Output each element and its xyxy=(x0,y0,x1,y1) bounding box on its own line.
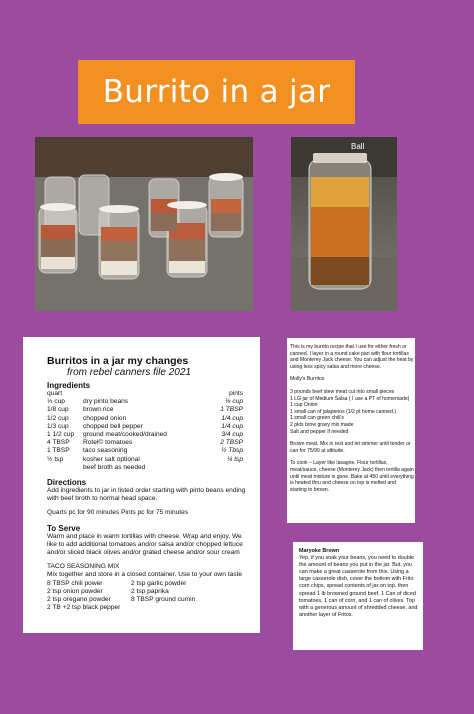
title-banner xyxy=(78,60,355,124)
directions-heading: Directions xyxy=(47,478,87,488)
comment-text: Yep, if you soak your beans, you need to double the amount of beans you put in the jar. But, you can make a great casserole from this. Using a large casserole dish, cover the bottom with Frito corn chips, spread contents of jar on top, then spread 1 lb browned ground beef, 1 Can of diced tomatoes, 1 can of corn, and 1 can of olives. Top with a generous amount of shredded cheese, and another layer of Fritos. xyxy=(299,555,418,618)
note1-method: Brown meat. Mix in rest and let simmer until tender or can for 75/90 at altitude. xyxy=(290,441,411,454)
ingredient-row: ½ tsp kosher salt optional ¼ tsp xyxy=(47,455,243,463)
maryoke-comment-card xyxy=(293,542,423,650)
spice-row: 2 TB +2 tsp black pepper xyxy=(47,604,121,612)
note1-intro: This is my burrito recipe that I use for either fresh or canned. I layer in a round cake pan with flour tortillas and Monterey Jack cheese. You can adjust the heat by using less spicy salsa and more cheese. xyxy=(290,344,414,370)
spice-list xyxy=(47,580,247,613)
spice-row: 8 TBSP chili power 2 tsp garlic powder xyxy=(47,579,187,587)
taco-seasoning-text: Mix together and store in a closed container. Use to your own taste xyxy=(47,571,242,579)
ingredients-header-row xyxy=(47,390,247,398)
note1-to-cook: To cook – Layer like lasagne. Flour tortillas, meat/sauce, cheese (Monterey Jack) then tortilla again until meat mixture is gone. Bake at 450 until everything is heated thru and cheese on top is melted and starting to brown. xyxy=(290,460,414,493)
comment-author: Maryoke Brown xyxy=(299,548,340,554)
note1-item: 1 cup Onion xyxy=(290,402,318,409)
jar-brand-label: Ball xyxy=(351,142,365,151)
note1-heading: Molly's Burritos xyxy=(290,376,325,383)
ingredient-row: 4 TBSP Rotel© tomatoes 2 TBSP xyxy=(47,439,243,447)
ingredient-row: 1/8 cup brown rice 1 TBSP xyxy=(47,406,243,414)
directions-text: Add ingredients to jar in listed order starting with pinto beans ending with beef broth to normal head space. xyxy=(47,487,246,503)
jars-illustration xyxy=(35,137,253,311)
jars-photo xyxy=(35,137,253,311)
single-jar-illustration xyxy=(291,137,397,311)
mollys-burritos-card xyxy=(287,338,415,523)
ingredients-heading: Ingredients xyxy=(47,381,91,390)
recipe-subtitle: from rebel canners file 2021 xyxy=(67,367,191,378)
ingredients-list xyxy=(47,398,247,472)
page-title: Burrito in a jar xyxy=(102,74,331,110)
note1-item: 1 LG jar of Medium Salsa ( I use a PT of homemade) xyxy=(290,395,410,402)
processing-times: Quarts pc for 90 minutes Pints pc for 75 minutes xyxy=(47,509,189,517)
note1-item: 3 pounds beef stew meat cut into small pieces xyxy=(290,388,395,395)
note1-item: 1 small can of jalapenos (1/2 pt home canned.) xyxy=(290,408,396,415)
spice-row: 2 tsp oregano powder 8 TBSP ground cumin xyxy=(47,596,196,604)
ingredient-row: ⅓ cup dry pinto beans ⅛ cup xyxy=(47,398,243,406)
ingredient-row: beef broth as needed xyxy=(83,463,146,471)
single-jar-photo xyxy=(291,137,397,311)
col-quart: quart xyxy=(47,390,63,397)
to-serve-heading: To Serve xyxy=(47,523,81,533)
recipe-title: Burritos in a jar my changes xyxy=(47,355,189,367)
col-pints: pints xyxy=(229,390,243,397)
ingredient-row: 1/3 cup chopped bell pepper 1/4 cup xyxy=(47,422,243,430)
ingredient-row: 1 TBSP taco seasoning ½ Tbsp xyxy=(47,447,243,455)
note1-item: 2 pkts brow gravy mix made xyxy=(290,421,354,428)
to-serve-text: Warm and place in warm tortillas with cheese. Wrap and enjoy. We like to add additional tomatoes and/or salsa and/or chopped lettuce and/or sliced black olives and/or grated cheese and/or sour cream xyxy=(47,532,243,557)
ingredient-row: 1 1/2 cup ground meat/cooked/drained 3/4 cup xyxy=(47,431,243,439)
recipe-card xyxy=(23,337,260,633)
ingredient-row: 1/2 cup chopped onion 1/4 cup xyxy=(47,414,243,422)
note1-item: 1 small can green chili's xyxy=(290,415,344,422)
note1-item: Salt and pepper if needed xyxy=(290,428,349,435)
spice-row: 2 tsp onion powder 2 tsp paprika xyxy=(47,587,169,595)
taco-seasoning-heading: TACO SEASONING MIX xyxy=(47,563,120,571)
